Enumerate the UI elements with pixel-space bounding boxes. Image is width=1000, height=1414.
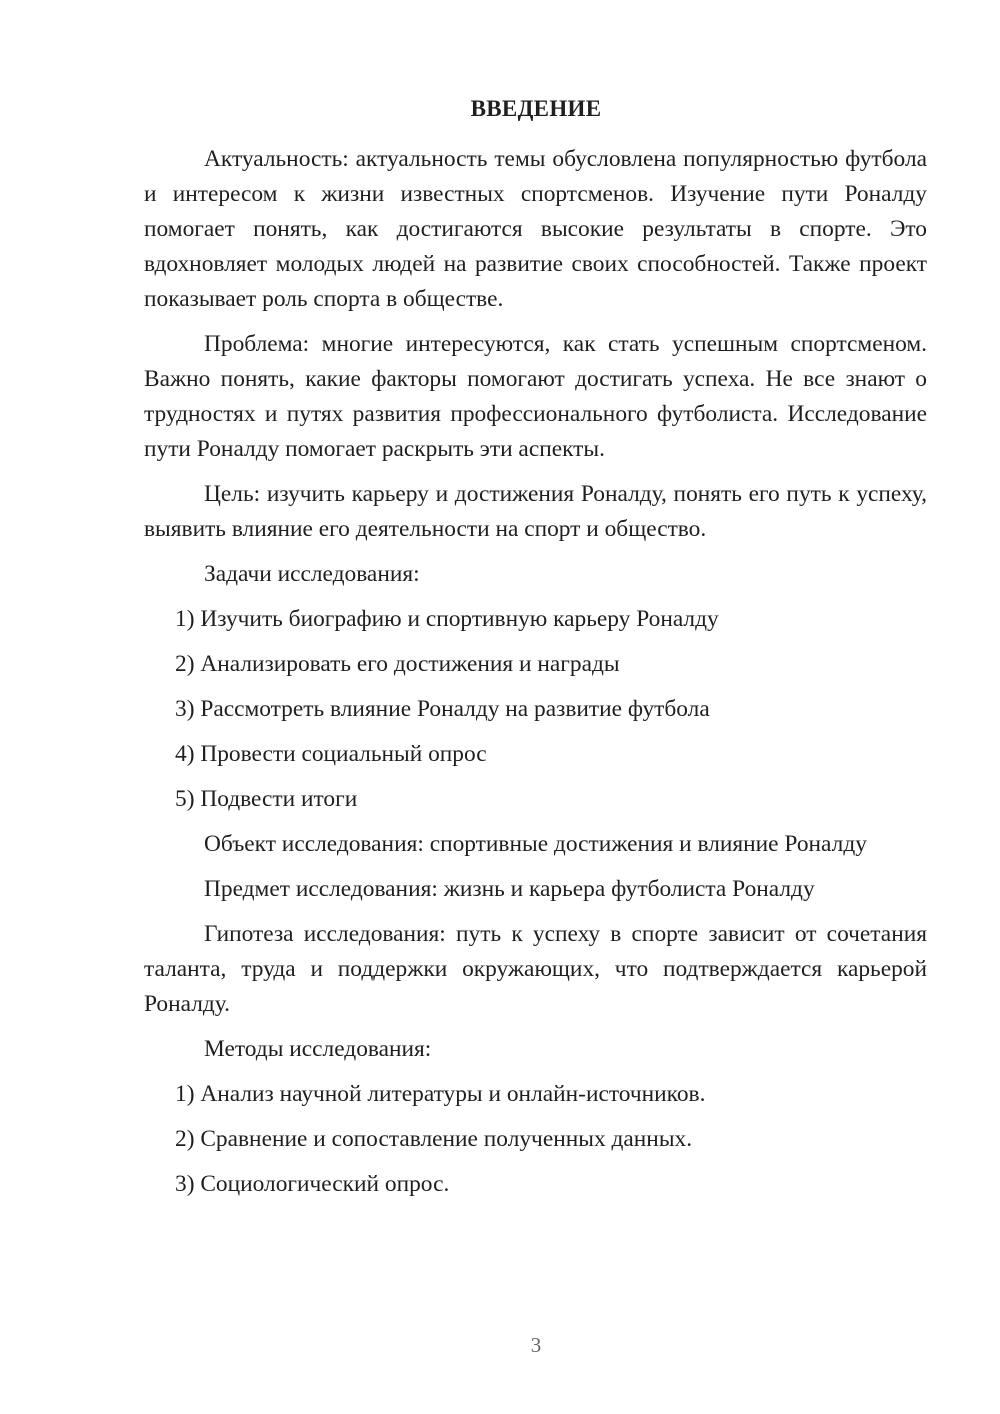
object-paragraph: Объект исследования: спортивные достижения и влияние Роналду [204, 831, 867, 857]
tasks-list [144, 602, 927, 817]
list-item: 4) Провести социальный опрос [175, 741, 487, 767]
methods-title: Методы исследования: [204, 1036, 432, 1062]
introduction-body [144, 142, 927, 1212]
list-item: 2) Анализировать его достижения и награды [175, 651, 620, 677]
list-item: 3) Социологический опрос. [175, 1171, 450, 1197]
list-item: 3) Рассмотреть влияние Роналду на развитие футбола [175, 696, 710, 722]
section-heading: ВВЕДЕНИЕ [470, 96, 602, 121]
list-item: 5) Подвести итоги [175, 786, 358, 812]
problem-paragraph: Проблема: многие интересуются, как стать успешным спортсменом. Важно понять, какие факторы помогают достигать успеха. Не все знают о трудностях и путях развития профессионального футболиста. Исследование пути Роналду помогает раскрыть эти аспекты. [144, 331, 927, 462]
relevance-paragraph: Актуальность: актуальность темы обусловлена популярностью футбола и интересом к жизни известных спортсменов. Изучение пути Роналду помогает понять, как достигаются высокие результаты в спорте. Это вдохновляет молодых людей на развитие своих способностей. Также проект показывает роль спорта в обществе. [144, 146, 927, 312]
methods-list [144, 1077, 927, 1202]
goal-paragraph: Цель: изучить карьеру и достижения Роналду, понять его путь к успеху, выявить влияние его деятельности на спорт и общество. [144, 481, 927, 542]
hypothesis-paragraph: Гипотеза исследования: путь к успеху в спорте зависит от сочетания таланта, труда и поддержки окружающих, что подтверждается карьерой Роналду. [144, 921, 927, 1017]
subject-paragraph: Предмет исследования: жизнь и карьера футболиста Роналду [204, 876, 815, 902]
list-item: 1) Анализ научной литературы и онлайн-источников. [175, 1081, 706, 1107]
tasks-title: Задачи исследования: [204, 561, 420, 587]
page-number: 3 [530, 1333, 542, 1357]
list-item: 1) Изучить биографию и спортивную карьеру Роналду [175, 606, 719, 632]
list-item: 2) Сравнение и сопоставление полученных данных. [175, 1126, 693, 1152]
